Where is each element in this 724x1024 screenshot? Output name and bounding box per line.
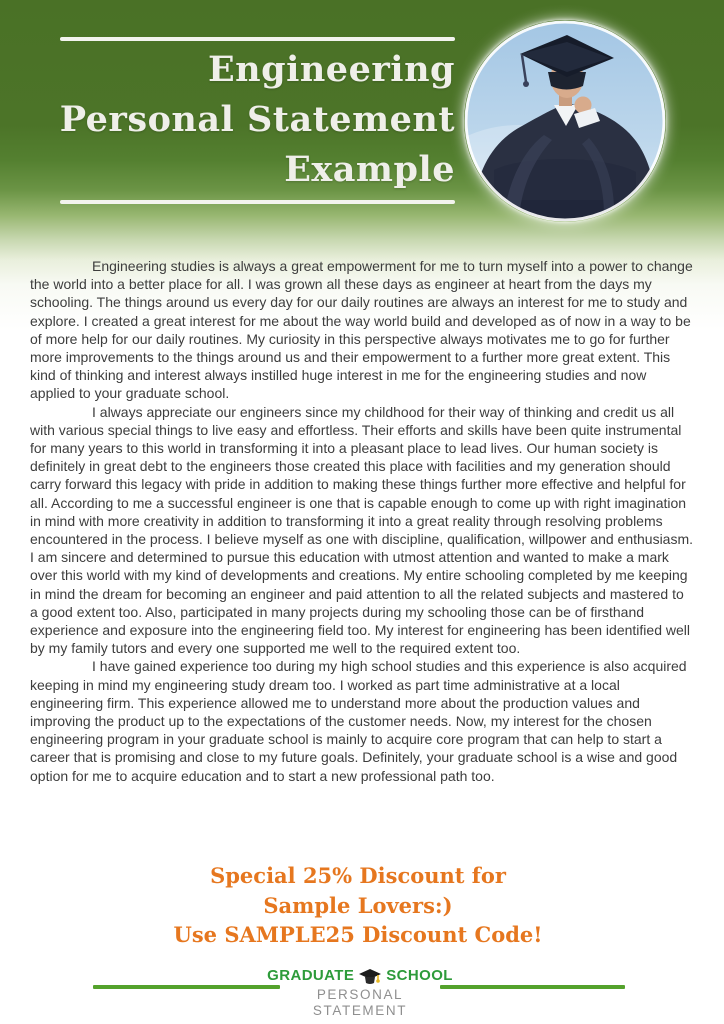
brand-logo <box>267 967 453 1019</box>
header-top-rule <box>60 37 455 41</box>
title-line-1: Engineering <box>207 49 455 90</box>
discount-line-2: Sample Lovers:) <box>263 892 453 918</box>
brand-graduate-label: GRADUATE <box>267 967 355 984</box>
graduate-photo-art <box>464 20 666 222</box>
graduate-photo <box>464 20 666 222</box>
statement-body <box>0 257 724 833</box>
statement-paragraph-3: I have gained experience too during my high school studies and this experience is also acquired keeping in mind my engineering study dream too. I worked as part time administrative at a local engineering firm. This experience allowed me to understand more about the production values and improving the product up to the expectations of the customer needs. Now, my interest for the chosen engineering program in your graduate school is mainly to acquire core program that can help to start a career that is promising and close to my future goals. Definitely, your graduate school is a wise and good option for me to acquire education and to start a new professional path too. <box>30 658 687 784</box>
discount-offer <box>0 861 716 950</box>
footer-right-rule <box>440 985 625 989</box>
discount-line-1: Special 25% Discount for <box>210 863 506 888</box>
brand-personal-statement-label: PERSONAL STATEMENT <box>312 987 408 1018</box>
statement-paragraph-2: I always appreciate our engineers since my childhood for their way of thinking and credit us all with various special things to live easy and effortless. Their efforts and skills have been quite instrumental for many years to this world in transforming it into a pleasant place to lead lives. Our human society is definitely in great debt to the engineers those created this place with facilities and my generation should carry forward this legacy with pride in addition to making these things further more effective and helpful for all. According to me a successful engineer is one that is capable enough to come up with right imagination in mind with more creativity in addition to transforming it into a great reality through resolving problems encountered in the process. I believe myself as one with discipline, qualification, willpower and enthusiasm. I am sincere and determined to pursue this education with utmost attention and wanted to make a mark over this world with my kind of developments and creations. My entire schooling completed by me keeping in mind the dream for becoming an engineer and paid attention to all the related subjects and mastered to a good extent too. Also, participated in many projects during my schooling those can be of firsthand experience and exposure into the engineering field too. My interest for engineering has been identified well by my family tutors and every one supported me well to the required extent too. <box>30 403 694 657</box>
title-line-3: Example <box>284 149 455 190</box>
page-title <box>40 45 455 195</box>
graduation-cap-icon <box>358 968 382 986</box>
footer-left-rule <box>93 985 280 989</box>
discount-line-3: Use SAMPLE25 Discount Code! <box>173 922 543 947</box>
brand-school-label: SCHOOL <box>386 967 453 984</box>
statement-paragraph-1: Engineering studies is always a great empowerment for me to turn myself into a power to change the world into a better place for all. I was grown all these days as engineer at heart from the days my schooling. The things around us every day for our daily routines are always an interest for me to study and explore. I created a great interest for me about the way world build and developed as of now in a way to be of more help for our daily routines. My curiosity in this perspective always motivates me to go for further more improvements to the things around us and their empowerment to a further more great extent. This kind of thinking and interest always instilled huge interest in me for the engineering studies and now applied to your graduate school. <box>30 258 693 402</box>
header-bottom-rule <box>60 200 455 204</box>
title-line-2: Personal Statement <box>59 99 455 140</box>
